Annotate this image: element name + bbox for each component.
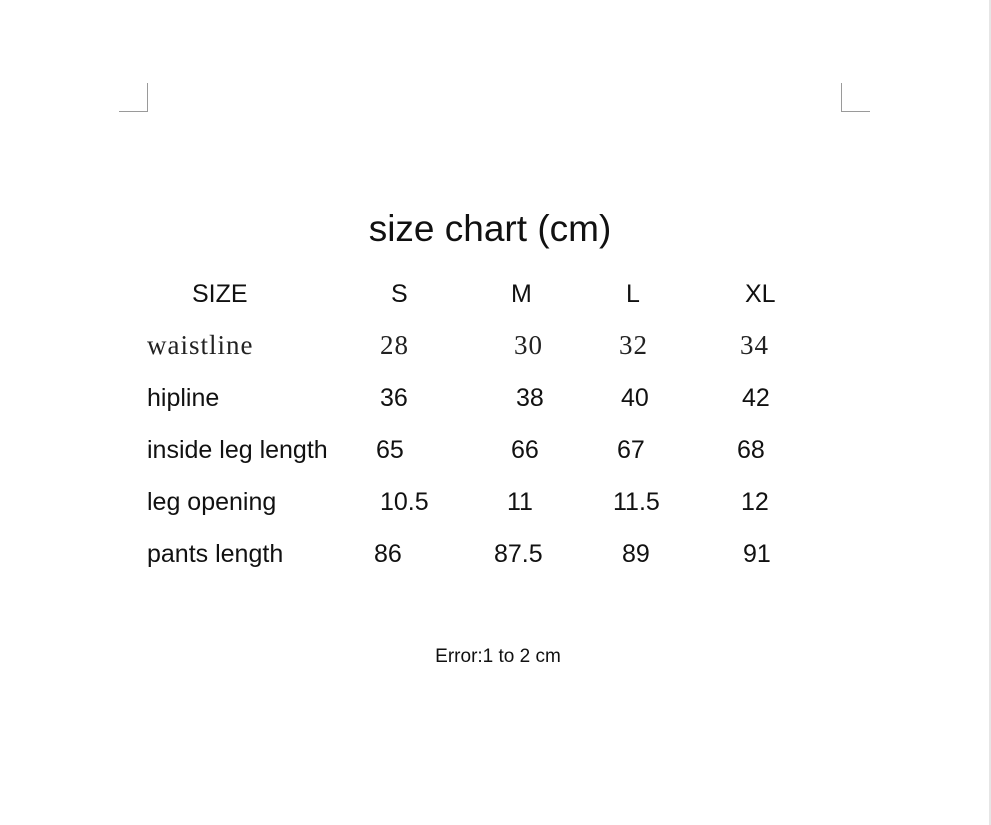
row-label-pants-length: pants length [147,540,284,568]
table-cell: 32 [619,330,648,360]
crop-mark-top-right [841,83,870,112]
table-cell: 34 [740,330,769,360]
table-cell: 36 [380,384,408,412]
row-label-waistline: waistline [147,330,254,360]
header-m: M [511,280,532,308]
header-l: L [626,280,640,308]
row-label-hipline: hipline [147,384,220,412]
table-cell: 38 [516,384,544,412]
header-s: S [391,280,408,308]
row-label-inside-leg-length: inside leg length [147,436,328,464]
table-cell: 30 [514,330,543,360]
header-size: SIZE [192,280,248,308]
table-cell: 40 [621,384,649,412]
table-cell: 12 [741,488,769,516]
table-cell: 86 [374,540,402,568]
table-cell: 67 [617,436,645,464]
chart-title: size chart (cm) [368,208,612,249]
table-cell: 42 [742,384,770,412]
table-cell: 65 [376,436,404,464]
table-cell: 91 [743,540,771,568]
table-cell: 11 [507,488,533,516]
error-note: Error:1 to 2 cm [435,646,561,667]
table-cell: 68 [737,436,765,464]
table-cell: 11.5 [613,488,660,516]
crop-mark-top-left [119,83,148,112]
table-cell: 66 [511,436,539,464]
header-xl: XL [745,280,776,308]
table-cell: 87.5 [494,540,543,568]
table-cell: 10.5 [380,488,429,516]
table-cell: 28 [380,330,409,360]
table-cell: 89 [622,540,650,568]
row-label-leg-opening: leg opening [147,488,277,516]
